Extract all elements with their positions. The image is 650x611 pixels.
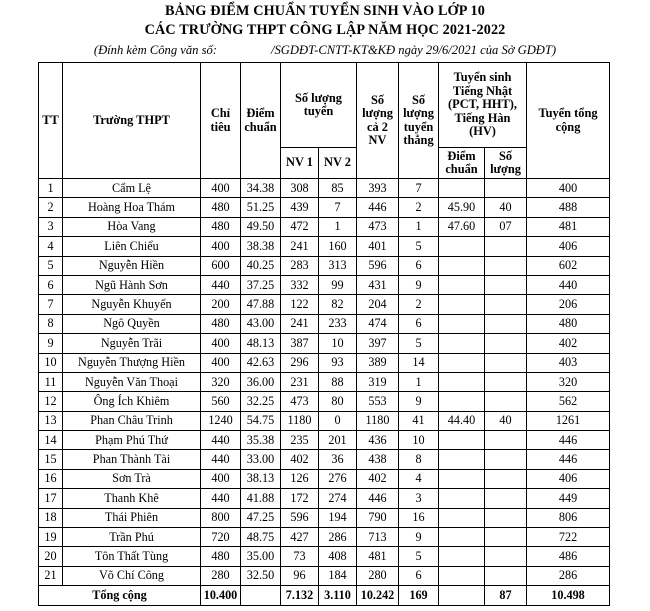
cell-tt: 1 [39, 179, 63, 198]
total-tuyen-thang: 169 [399, 586, 439, 606]
cell-tt: 15 [39, 450, 63, 469]
cell-ngoai-ngu-diem [439, 508, 485, 527]
header-tuyen-tong-cong: Tuyển tổng cộng [527, 63, 610, 179]
cell-nv1: 308 [281, 179, 319, 198]
cell-tt: 14 [39, 431, 63, 450]
cell-nv2: 10 [319, 334, 357, 353]
cell-ngoai-ngu-so [485, 528, 527, 547]
cell-school: Nguyễn Văn Thoại [63, 372, 201, 391]
cell-ngoai-ngu-diem: 47.60 [439, 217, 485, 236]
cell-chi-tieu: 400 [201, 237, 241, 256]
cell-ngoai-ngu-so [485, 489, 527, 508]
cell-ngoai-ngu-so: 40 [485, 411, 527, 430]
cell-ca-2-nv: 790 [357, 508, 399, 527]
cell-ngoai-ngu-so [485, 237, 527, 256]
cell-nv1: 1180 [281, 411, 319, 430]
cell-school: Liên Chiểu [63, 237, 201, 256]
cell-ngoai-ngu-so [485, 334, 527, 353]
cell-ca-2-nv: 481 [357, 547, 399, 566]
cell-tuyen-tong-cong: 403 [527, 353, 610, 372]
cell-school: Ngũ Hành Sơn [63, 275, 201, 294]
cell-diem-chuan: 49.50 [241, 217, 281, 236]
cell-nv1: 472 [281, 217, 319, 236]
cell-nv2: 233 [319, 314, 357, 333]
cell-tuyen-tong-cong: 1261 [527, 411, 610, 430]
cell-school: Nguyễn Thượng Hiền [63, 353, 201, 372]
cell-tt: 6 [39, 275, 63, 294]
cell-tt: 9 [39, 334, 63, 353]
cell-nv1: 122 [281, 295, 319, 314]
cell-tuyen-tong-cong: 206 [527, 295, 610, 314]
cell-chi-tieu: 1240 [201, 411, 241, 430]
cell-diem-chuan: 35.00 [241, 547, 281, 566]
cell-ca-2-nv: 319 [357, 372, 399, 391]
cell-ngoai-ngu-diem [439, 256, 485, 275]
cell-school: Cẩm Lệ [63, 179, 201, 198]
cell-nv2: 0 [319, 411, 357, 430]
header-so-luong-tuyen: Số lượng tuyển [281, 63, 357, 148]
cell-diem-chuan: 41.88 [241, 489, 281, 508]
cell-ngoai-ngu-so [485, 566, 527, 585]
cell-nv2: 276 [319, 469, 357, 488]
cell-tt: 4 [39, 237, 63, 256]
cell-tt: 21 [39, 566, 63, 585]
cell-nv2: 408 [319, 547, 357, 566]
cell-nv1: 126 [281, 469, 319, 488]
header-tuyen-sinh-ngoai-ngu: Tuyển sinh Tiếng Nhật (PCT, HHT), Tiếng Hàn (HV) [439, 63, 527, 148]
cell-tt: 17 [39, 489, 63, 508]
cell-ngoai-ngu-so [485, 353, 527, 372]
cell-school: Nguyễn Khuyến [63, 295, 201, 314]
cell-diem-chuan: 37.25 [241, 275, 281, 294]
header-chi-tieu: Chỉ tiêu [201, 63, 241, 179]
cell-nv1: 402 [281, 450, 319, 469]
cell-diem-chuan: 47.88 [241, 295, 281, 314]
table-row [39, 450, 610, 469]
cell-tuyen-thang: 2 [399, 295, 439, 314]
cell-tuyen-thang: 6 [399, 256, 439, 275]
cell-nv2: 1 [319, 217, 357, 236]
cell-ca-2-nv: 446 [357, 198, 399, 217]
cell-nv1: 172 [281, 489, 319, 508]
cell-diem-chuan: 38.38 [241, 237, 281, 256]
cell-nv2: 160 [319, 237, 357, 256]
cell-tuyen-thang: 5 [399, 237, 439, 256]
cell-diem-chuan: 47.25 [241, 508, 281, 527]
cell-school: Trần Phú [63, 528, 201, 547]
cell-ngoai-ngu-so [485, 179, 527, 198]
cell-tt: 7 [39, 295, 63, 314]
cell-school: Phan Thành Tài [63, 450, 201, 469]
document-subtitle [0, 41, 650, 60]
cell-ngoai-ngu-diem [439, 431, 485, 450]
cell-nv2: 36 [319, 450, 357, 469]
cell-tuyen-thang: 9 [399, 275, 439, 294]
cell-tt: 19 [39, 528, 63, 547]
table-row [39, 275, 610, 294]
cell-tuyen-thang: 6 [399, 566, 439, 585]
cell-ngoai-ngu-diem [439, 334, 485, 353]
cell-tuyen-thang: 3 [399, 489, 439, 508]
cell-nv1: 439 [281, 198, 319, 217]
cell-ngoai-ngu-so [485, 508, 527, 527]
cell-school: Sơn Trà [63, 469, 201, 488]
document-title-line-2: CÁC TRƯỜNG THPT CÔNG LẬP NĂM HỌC 2021-2022 [144, 22, 506, 38]
table-row [39, 489, 610, 508]
cell-ngoai-ngu-diem [439, 450, 485, 469]
cell-tuyen-tong-cong: 446 [527, 431, 610, 450]
cell-tuyen-thang: 9 [399, 392, 439, 411]
cell-ngoai-ngu-so: 07 [485, 217, 527, 236]
cell-diem-chuan: 32.25 [241, 392, 281, 411]
cell-diem-chuan: 38.13 [241, 469, 281, 488]
cell-ngoai-ngu-diem: 44.40 [439, 411, 485, 430]
cell-ngoai-ngu-diem [439, 353, 485, 372]
cell-tt: 10 [39, 353, 63, 372]
cell-ca-2-nv: 474 [357, 314, 399, 333]
cell-ngoai-ngu-so [485, 431, 527, 450]
header-school: Trường THPT [63, 63, 201, 179]
table-row [39, 411, 610, 430]
table-row [39, 469, 610, 488]
cell-chi-tieu: 480 [201, 198, 241, 217]
table-row [39, 334, 610, 353]
cell-nv1: 231 [281, 372, 319, 391]
cell-nv1: 96 [281, 566, 319, 585]
cell-ngoai-ngu-diem [439, 566, 485, 585]
cell-ngoai-ngu-diem [439, 528, 485, 547]
cell-tuyen-tong-cong: 440 [527, 275, 610, 294]
cell-tuyen-tong-cong: 480 [527, 314, 610, 333]
cell-ngoai-ngu-diem [439, 275, 485, 294]
table-body [39, 179, 610, 606]
cell-diem-chuan: 42.63 [241, 353, 281, 372]
cell-chi-tieu: 440 [201, 431, 241, 450]
cell-tuyen-thang: 5 [399, 334, 439, 353]
cell-diem-chuan: 43.00 [241, 314, 281, 333]
cell-ngoai-ngu-so [485, 295, 527, 314]
admission-scores-table [38, 62, 610, 606]
cell-chi-tieu: 720 [201, 528, 241, 547]
cell-ngoai-ngu-so [485, 275, 527, 294]
cell-chi-tieu: 400 [201, 469, 241, 488]
cell-diem-chuan: 32.50 [241, 566, 281, 585]
cell-tuyen-tong-cong: 602 [527, 256, 610, 275]
cell-tuyen-thang: 6 [399, 314, 439, 333]
table-row [39, 547, 610, 566]
cell-nv1: 241 [281, 237, 319, 256]
cell-school: Thanh Khê [63, 489, 201, 508]
total-chi-tieu: 10.400 [201, 586, 241, 606]
cell-school: Ngô Quyền [63, 314, 201, 333]
cell-tuyen-thang: 2 [399, 198, 439, 217]
cell-diem-chuan: 54.75 [241, 411, 281, 430]
cell-nv1: 283 [281, 256, 319, 275]
cell-tuyen-thang: 16 [399, 508, 439, 527]
header-ngoai-ngu-diem-chuan: Điểm chuẩn [439, 148, 485, 179]
cell-tt: 18 [39, 508, 63, 527]
header-diem-chuan: Điểm chuẩn [241, 63, 281, 179]
total-ca-2-nv: 10.242 [357, 586, 399, 606]
subtitle-prefix: (Đính kèm Công văn số: [93, 43, 218, 57]
cell-tt: 11 [39, 372, 63, 391]
header-so-luong-ca-2-nv: Số lượng cả 2 NV [357, 63, 399, 179]
cell-tuyen-thang: 9 [399, 528, 439, 547]
cell-chi-tieu: 600 [201, 256, 241, 275]
cell-ngoai-ngu-so [485, 450, 527, 469]
cell-tuyen-thang: 7 [399, 179, 439, 198]
cell-ca-2-nv: 402 [357, 469, 399, 488]
cell-ca-2-nv: 713 [357, 528, 399, 547]
cell-nv2: 201 [319, 431, 357, 450]
header-nv2: NV 2 [319, 148, 357, 179]
cell-tt: 20 [39, 547, 63, 566]
cell-tt: 12 [39, 392, 63, 411]
cell-tt: 5 [39, 256, 63, 275]
cell-nv1: 427 [281, 528, 319, 547]
cell-chi-tieu: 200 [201, 295, 241, 314]
cell-nv1: 296 [281, 353, 319, 372]
cell-ngoai-ngu-so [485, 392, 527, 411]
cell-diem-chuan: 34.38 [241, 179, 281, 198]
cell-tuyen-tong-cong: 562 [527, 392, 610, 411]
header-row-main [39, 63, 610, 148]
total-diem-chuan [241, 586, 281, 606]
cell-chi-tieu: 440 [201, 275, 241, 294]
table-row [39, 353, 610, 372]
cell-ngoai-ngu-diem [439, 489, 485, 508]
cell-nv2: 184 [319, 566, 357, 585]
total-tuyen-tong-cong: 10.498 [527, 586, 610, 606]
cell-school: Phạm Phú Thứ [63, 431, 201, 450]
cell-tuyen-thang: 4 [399, 469, 439, 488]
cell-diem-chuan: 40.25 [241, 256, 281, 275]
cell-ngoai-ngu-diem [439, 469, 485, 488]
table-row [39, 566, 610, 585]
cell-chi-tieu: 440 [201, 450, 241, 469]
cell-nv2: 194 [319, 508, 357, 527]
cell-nv1: 596 [281, 508, 319, 527]
cell-nv2: 286 [319, 528, 357, 547]
cell-chi-tieu: 440 [201, 489, 241, 508]
cell-ngoai-ngu-diem [439, 295, 485, 314]
cell-nv2: 80 [319, 392, 357, 411]
cell-nv1: 387 [281, 334, 319, 353]
table-row [39, 372, 610, 391]
cell-ngoai-ngu-diem [439, 372, 485, 391]
cell-nv1: 473 [281, 392, 319, 411]
cell-chi-tieu: 480 [201, 217, 241, 236]
cell-tuyen-thang: 5 [399, 547, 439, 566]
cell-nv2: 88 [319, 372, 357, 391]
cell-school: Phan Châu Trinh [63, 411, 201, 430]
cell-tuyen-tong-cong: 406 [527, 237, 610, 256]
cell-diem-chuan: 35.38 [241, 431, 281, 450]
cell-ca-2-nv: 401 [357, 237, 399, 256]
cell-ngoai-ngu-diem [439, 392, 485, 411]
cell-tuyen-tong-cong: 286 [527, 566, 610, 585]
cell-ca-2-nv: 397 [357, 334, 399, 353]
cell-nv2: 313 [319, 256, 357, 275]
cell-school: Ông Ích Khiêm [63, 392, 201, 411]
cell-school: Tôn Thất Tùng [63, 547, 201, 566]
cell-tt: 8 [39, 314, 63, 333]
total-ngoai-ngu-so: 87 [485, 586, 527, 606]
table-row [39, 528, 610, 547]
cell-tuyen-tong-cong: 402 [527, 334, 610, 353]
cell-diem-chuan: 48.13 [241, 334, 281, 353]
cell-chi-tieu: 400 [201, 334, 241, 353]
cell-ca-2-nv: 553 [357, 392, 399, 411]
cell-ngoai-ngu-so [485, 314, 527, 333]
cell-tuyen-thang: 14 [399, 353, 439, 372]
cell-school: Nguyễn Hiền [63, 256, 201, 275]
header-ngoai-ngu-so-luong: Số lượng [485, 148, 527, 179]
table-row [39, 295, 610, 314]
cell-tuyen-thang: 1 [399, 372, 439, 391]
cell-school: Nguyễn Trãi [63, 334, 201, 353]
cell-nv1: 332 [281, 275, 319, 294]
subtitle-suffix: /SGDĐT-CNTT-KT&KĐ ngày 29/6/2021 của Sở GDĐT) [271, 43, 557, 57]
cell-diem-chuan: 36.00 [241, 372, 281, 391]
document-title-line-1: BẢNG ĐIỂM CHUẨN TUYỂN SINH VÀO LỚP 10 [165, 3, 485, 19]
cell-nv1: 73 [281, 547, 319, 566]
cell-ngoai-ngu-so: 40 [485, 198, 527, 217]
cell-ca-2-nv: 1180 [357, 411, 399, 430]
cell-ca-2-nv: 436 [357, 431, 399, 450]
cell-chi-tieu: 280 [201, 566, 241, 585]
cell-ngoai-ngu-diem [439, 237, 485, 256]
table-total-row [39, 586, 610, 606]
cell-nv2: 7 [319, 198, 357, 217]
cell-tuyen-tong-cong: 449 [527, 489, 610, 508]
table-row [39, 237, 610, 256]
cell-tuyen-thang: 10 [399, 431, 439, 450]
cell-tuyen-tong-cong: 400 [527, 179, 610, 198]
cell-nv2: 93 [319, 353, 357, 372]
title-block [0, 0, 650, 60]
table-row [39, 508, 610, 527]
table-row [39, 217, 610, 236]
cell-diem-chuan: 48.75 [241, 528, 281, 547]
cell-tuyen-tong-cong: 406 [527, 469, 610, 488]
table-row [39, 179, 610, 198]
cell-ca-2-nv: 438 [357, 450, 399, 469]
table-row [39, 314, 610, 333]
cell-tuyen-tong-cong: 486 [527, 547, 610, 566]
table-header [39, 63, 610, 179]
cell-tt: 2 [39, 198, 63, 217]
cell-tuyen-tong-cong: 320 [527, 372, 610, 391]
cell-ca-2-nv: 280 [357, 566, 399, 585]
cell-ca-2-nv: 389 [357, 353, 399, 372]
cell-school: Thái Phiên [63, 508, 201, 527]
cell-tuyen-tong-cong: 446 [527, 450, 610, 469]
header-so-luong-tuyen-thang: Số lượng tuyển thẳng [399, 63, 439, 179]
cell-ngoai-ngu-so [485, 256, 527, 275]
cell-chi-tieu: 480 [201, 314, 241, 333]
cell-chi-tieu: 560 [201, 392, 241, 411]
cell-chi-tieu: 480 [201, 547, 241, 566]
cell-nv1: 241 [281, 314, 319, 333]
cell-chi-tieu: 800 [201, 508, 241, 527]
cell-school: Hòa Vang [63, 217, 201, 236]
table-row [39, 392, 610, 411]
cell-nv2: 82 [319, 295, 357, 314]
table-row [39, 431, 610, 450]
cell-nv2: 99 [319, 275, 357, 294]
cell-ca-2-nv: 393 [357, 179, 399, 198]
cell-nv2: 274 [319, 489, 357, 508]
table-row [39, 256, 610, 275]
total-label: Tổng cộng [39, 586, 201, 606]
cell-chi-tieu: 320 [201, 372, 241, 391]
cell-tuyen-tong-cong: 722 [527, 528, 610, 547]
cell-diem-chuan: 33.00 [241, 450, 281, 469]
cell-diem-chuan: 51.25 [241, 198, 281, 217]
cell-tuyen-thang: 1 [399, 217, 439, 236]
total-nv2: 3.110 [319, 586, 357, 606]
table-row [39, 198, 610, 217]
cell-ca-2-nv: 473 [357, 217, 399, 236]
cell-school: Hoàng Hoa Thám [63, 198, 201, 217]
cell-chi-tieu: 400 [201, 179, 241, 198]
cell-nv2: 85 [319, 179, 357, 198]
cell-tt: 16 [39, 469, 63, 488]
cell-tuyen-thang: 41 [399, 411, 439, 430]
cell-ca-2-nv: 204 [357, 295, 399, 314]
cell-ngoai-ngu-so [485, 547, 527, 566]
header-nv1: NV 1 [281, 148, 319, 179]
cell-tuyen-thang: 8 [399, 450, 439, 469]
cell-ca-2-nv: 431 [357, 275, 399, 294]
cell-ca-2-nv: 596 [357, 256, 399, 275]
cell-ngoai-ngu-so [485, 372, 527, 391]
cell-tuyen-tong-cong: 806 [527, 508, 610, 527]
header-tt: TT [39, 63, 63, 179]
admission-table-container [38, 62, 609, 606]
cell-ngoai-ngu-diem [439, 547, 485, 566]
cell-tuyen-tong-cong: 481 [527, 217, 610, 236]
cell-ngoai-ngu-diem: 45.90 [439, 198, 485, 217]
cell-tt: 3 [39, 217, 63, 236]
cell-nv1: 235 [281, 431, 319, 450]
cell-ca-2-nv: 446 [357, 489, 399, 508]
cell-chi-tieu: 400 [201, 353, 241, 372]
cell-ngoai-ngu-diem [439, 314, 485, 333]
cell-ngoai-ngu-so [485, 469, 527, 488]
total-ngoai-ngu-diem [439, 586, 485, 606]
cell-school: Võ Chí Công [63, 566, 201, 585]
total-nv1: 7.132 [281, 586, 319, 606]
cell-ngoai-ngu-diem [439, 179, 485, 198]
cell-tuyen-tong-cong: 488 [527, 198, 610, 217]
cell-tt: 13 [39, 411, 63, 430]
